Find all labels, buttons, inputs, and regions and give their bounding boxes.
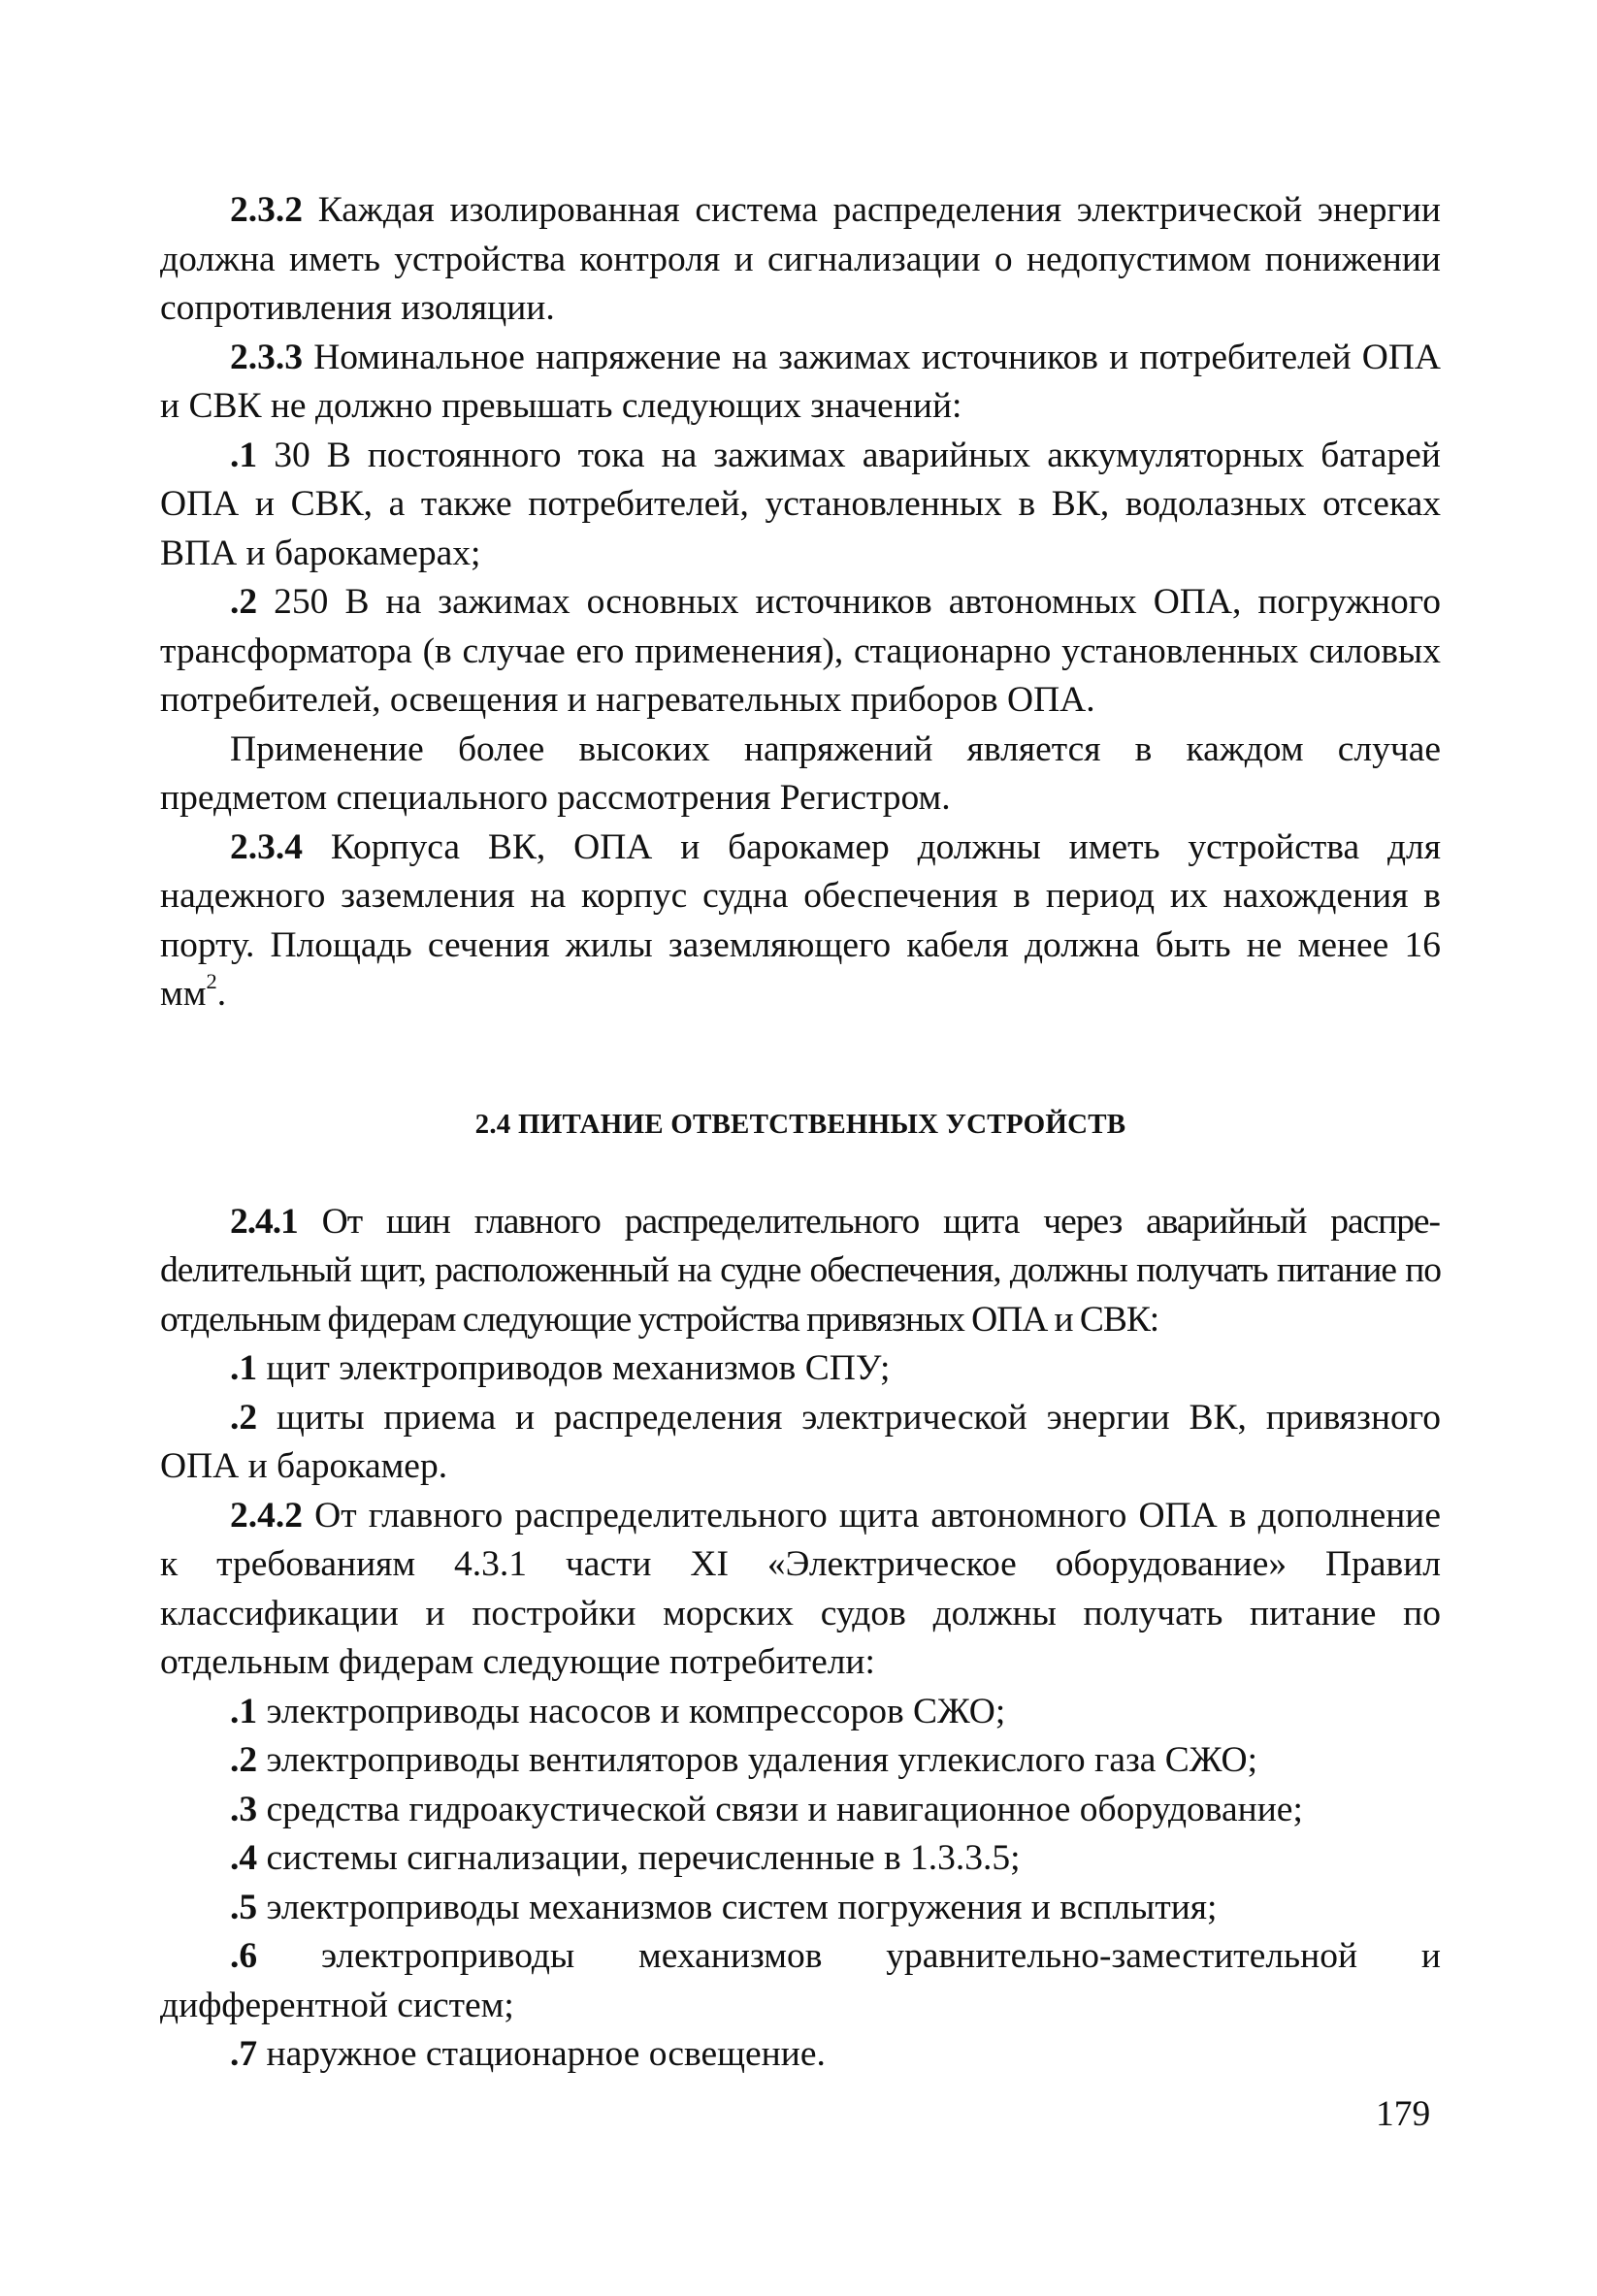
paragraph-2-4-1 bbox=[160, 1198, 1441, 1345]
item-number: .6 bbox=[230, 1936, 258, 1976]
item-number: .3 bbox=[230, 1789, 258, 1829]
clause-text: От шин главного распределительного щита через аварийный распреdелительный щит, расположенный на судне обеспечения, должны получать питание по отдельным фидерам следующие устройства привязных ОПА и СВК: bbox=[160, 1201, 1441, 1340]
page-content bbox=[160, 186, 1441, 2080]
clause-text: От главного распределительного щита автономного ОПА в дополнение к требованиям 4.3.1 части XI «Электрическое оборудование» Правил классификации и постройки морских судов должны получать питание по отдельным фидерам следующие потребители: bbox=[160, 1495, 1442, 1682]
item-text: щиты приема и распределения электрической энергии ВК, привязного ОПА и барокамер. bbox=[160, 1397, 1441, 1486]
item-number: .2 bbox=[230, 1397, 258, 1438]
list-item-2-4-2-5 bbox=[160, 1884, 1441, 1933]
item-number: .5 bbox=[230, 1887, 258, 1927]
item-text: электроприводы вентиляторов удаления углекислого газа СЖО; bbox=[266, 1740, 1257, 1780]
list-item-2-4-1-1 bbox=[160, 1344, 1441, 1394]
paragraph-2-3-3-note: Применение более высоких напряжений является в каждом случае предметом специального рассмотрения Регистром. bbox=[160, 728, 1441, 818]
clause-number: 2.3.3 bbox=[230, 337, 303, 377]
section-heading-2-4: 2.4 ПИТАНИЕ ОТВЕТСТВЕННЫХ УСТРОЙСТВ bbox=[474, 1108, 1126, 1140]
list-item-2-3-3-2 bbox=[160, 578, 1441, 726]
item-text: системы сигнализации, перечисленные в 1.3.3.5; bbox=[266, 1838, 1021, 1878]
item-text: электроприводы насосов и компрессоров СЖО; bbox=[266, 1691, 1006, 1731]
item-text: электроприводы механизмов систем погружения и всплытия; bbox=[266, 1887, 1218, 1927]
clause-number: 2.3.2 bbox=[230, 190, 303, 230]
paragraph-2-4-2 bbox=[160, 1492, 1441, 1688]
paragraph-2-3-2 bbox=[160, 186, 1441, 334]
clause-text-end: . bbox=[216, 974, 227, 1014]
item-number: .1 bbox=[230, 435, 258, 475]
paragraph-2-3-4 bbox=[160, 824, 1441, 1019]
item-number: .1 bbox=[230, 1691, 258, 1731]
clause-text: Корпуса ВК, ОПА и барокамер должны иметь устройства для надежного заземления на корпус судна обеспечения в период их нахождения в порту. Площадь сечения жилы заземляющего кабеля должна быть не менее 16 мм bbox=[160, 826, 1441, 1014]
list-item-2-4-2-7 bbox=[160, 2030, 1441, 2080]
clause-text: Каждая изолированная система распределения электрической энергии должна иметь устройства контроля и сигнализации о недопустимом понижении сопротивления изоляции. bbox=[160, 190, 1441, 328]
list-item-2-4-2-2 bbox=[160, 1736, 1441, 1786]
list-item-2-4-1-2 bbox=[160, 1394, 1441, 1492]
item-number: .2 bbox=[230, 582, 258, 622]
clause-text: Номинальное напряжение на зажимах источников и потребителей ОПА и СВК не должно превышать следующих значений: bbox=[160, 337, 1442, 426]
clause-number: 2.4.1 bbox=[230, 1201, 298, 1242]
list-item-2-3-3-1 bbox=[160, 432, 1441, 579]
list-item-2-4-2-4 bbox=[160, 1834, 1441, 1884]
superscript-exponent: 2 bbox=[206, 969, 217, 994]
clause-number: 2.4.2 bbox=[230, 1495, 303, 1536]
item-text: средства гидроакустической связи и навигационное оборудование; bbox=[266, 1789, 1303, 1829]
item-number: .1 bbox=[230, 1348, 258, 1388]
paragraph-2-3-3 bbox=[160, 334, 1441, 432]
item-text: 30 В постоянного тока на зажимах аварийных аккумуляторных батарей ОПА и СВК, а также потребителей, установленных в ВК, водолазных отсеках ВПА и барокамерах; bbox=[160, 435, 1442, 573]
item-text: наружное стационарное освещение. bbox=[266, 2034, 826, 2074]
list-item-2-4-2-6 bbox=[160, 1932, 1441, 2030]
item-number: .2 bbox=[230, 1740, 258, 1780]
item-text: электроприводы механизмов уравнительно-заместительной и дифферентной систем; bbox=[160, 1936, 1441, 2025]
list-item-2-4-2-3 bbox=[160, 1786, 1441, 1835]
item-text: щит электроприводов механизмов СПУ; bbox=[266, 1348, 891, 1388]
item-number: .4 bbox=[230, 1838, 258, 1878]
page-number: 179 bbox=[1376, 2094, 1431, 2134]
list-item-2-4-2-1 bbox=[160, 1688, 1441, 1737]
item-text: 250 В на зажимах основных источников автономных ОПА, погружного трансформатора (в случае его применения), стационарно установленных силовых потребителей, освещения и нагревательных приборов ОПА. bbox=[160, 582, 1441, 720]
clause-number: 2.3.4 bbox=[230, 826, 303, 867]
item-number: .7 bbox=[230, 2034, 258, 2074]
